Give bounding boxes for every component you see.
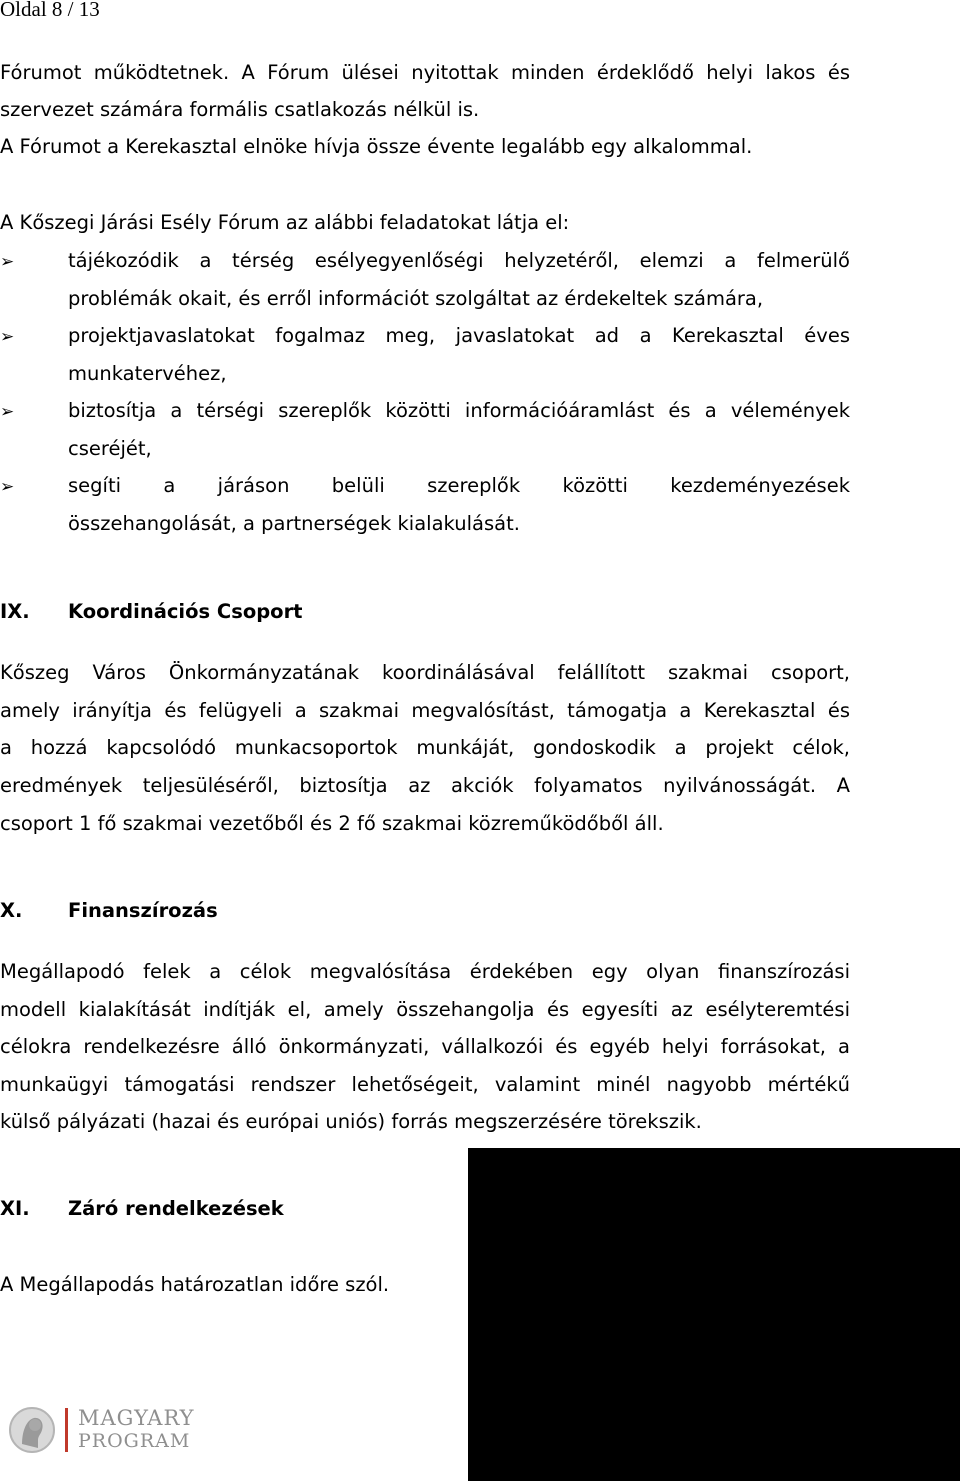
section-number: IX. — [0, 600, 30, 623]
arrow-bullet-icon: ➢ — [0, 252, 15, 272]
section-ix-line-3: a hozzá kapcsolódó munkacsoportok munkáját, gondoskodik a projekt célok, — [0, 736, 850, 759]
logo-divider — [65, 1408, 68, 1452]
portrait-emblem-icon — [8, 1404, 56, 1456]
logo-line-2: PROGRAM — [78, 1430, 191, 1452]
section-x-line-3: célokra rendelkezésre álló önkormányzati, vállalkozói és egyéb helyi forrásokat, a — [0, 1035, 850, 1058]
bullet-3-line-2: cseréjét, — [68, 437, 152, 460]
section-ix-line-4: eredmények teljesüléséről, biztosítja az akciók folyamatos nyilvánosságát. A — [0, 774, 850, 797]
bullet-1-line-1: tájékozódik a térség esélyegyenlőségi helyzetéről, elemzi a felmerülő — [68, 249, 850, 272]
section-ix-line-5: csoport 1 fő szakmai vezetőből és 2 fő szakmai közreműködőből áll. — [0, 812, 664, 835]
section-x-line-5: külső pályázati (hazai és európai uniós) forrás megszerzésére törekszik. — [0, 1110, 702, 1133]
section-title: Finanszírozás — [68, 899, 218, 922]
section-ix-line-2: amely irányítja és felügyeli a szakmai megvalósítást, támogatja a Kerekasztal és — [0, 699, 850, 722]
bullet-1-line-2: problémák okait, és erről információt szolgáltat az érdekeltek számára, — [68, 287, 764, 310]
bullet-2-line-2: munkatervéhez, — [68, 362, 227, 385]
intro-line-3: A Fórumot a Kerekasztal elnöke hívja össze évente legalább egy alkalommal. — [0, 135, 753, 158]
arrow-bullet-icon: ➢ — [0, 402, 15, 422]
section-title: Záró rendelkezések — [68, 1197, 284, 1220]
section-ix-line-1: Kőszeg Város Önkormányzatának koordinálásával felállított szakmai csoport, — [0, 661, 850, 684]
section-x-line-4: munkaügyi támogatási rendszer lehetőségeit, valamint minél nagyobb mértékű — [0, 1073, 850, 1096]
bullet-3-line-1: biztosítja a térségi szereplők közötti információáramlást és a vélemények — [68, 399, 850, 422]
section-number: XI. — [0, 1197, 30, 1220]
section-number: X. — [0, 899, 23, 922]
page-number-header: Oldal 8 / 13 — [0, 0, 100, 21]
arrow-bullet-icon: ➢ — [0, 477, 15, 497]
intro-line-1: Fórumot működtetnek. A Fórum ülései nyitottak minden érdeklődő helyi lakos és — [0, 61, 850, 84]
magyary-program-logo — [8, 1402, 198, 1458]
logo-line-1: MAGYARY — [78, 1406, 195, 1430]
section-xi-line-1: A Megállapodás határozatlan időre szól. — [0, 1273, 390, 1296]
bullet-2-line-1: projektjavaslatokat fogalmaz meg, javaslatokat ad a Kerekasztal éves — [68, 324, 850, 347]
forum-intro: A Kőszegi Járási Esély Fórum az alábbi feladatokat látja el: — [0, 211, 570, 234]
intro-line-2: szervezet számára formális csatlakozás nélkül is. — [0, 98, 480, 121]
section-x-line-1: Megállapodó felek a célok megvalósítása érdekében egy olyan finanszírozási — [0, 960, 850, 983]
bullet-4-line-2: összehangolását, a partnerségek kialakulását. — [68, 512, 520, 535]
redaction-block — [468, 1148, 960, 1481]
bullet-4-line-1: segíti a járáson belüli szereplők közötti kezdeményezések — [68, 474, 850, 497]
arrow-bullet-icon: ➢ — [0, 327, 15, 347]
section-title: Koordinációs Csoport — [68, 600, 303, 623]
section-x-line-2: modell kialakítását indítják el, amely összehangolja és egyesíti az esélyteremtési — [0, 998, 850, 1021]
